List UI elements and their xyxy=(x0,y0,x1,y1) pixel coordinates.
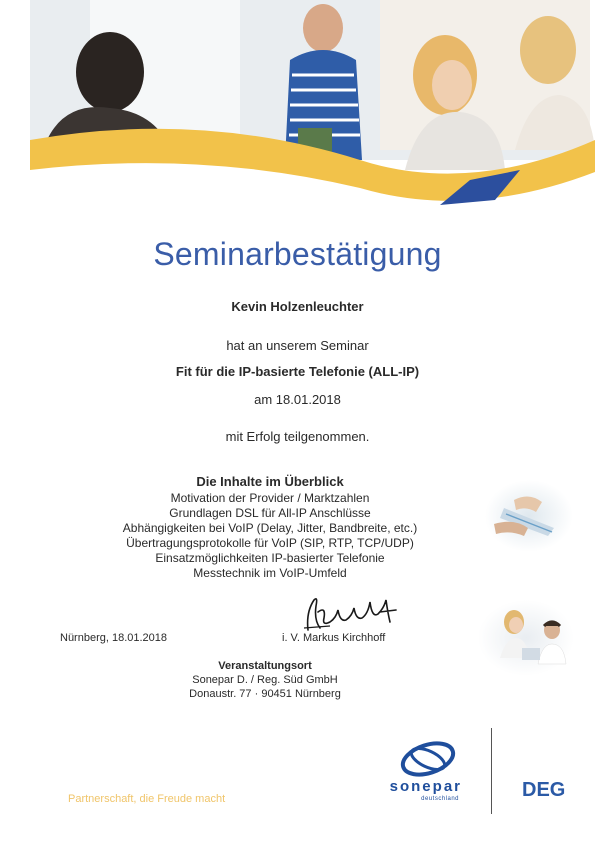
venue-heading: Veranstaltungsort xyxy=(218,660,312,672)
footer-slogan: Partnerschaft, die Freude macht xyxy=(68,793,226,805)
venue-block xyxy=(130,659,400,701)
header-photo-banner xyxy=(0,0,595,215)
contents-item: Messtechnik im VoIP-Umfeld xyxy=(193,566,347,580)
logo-divider xyxy=(491,728,492,814)
place-date: Nürnberg, 18.01.2018 xyxy=(60,632,168,644)
side-photo-people xyxy=(476,598,576,678)
venue-line1: Sonepar D. / Reg. Süd GmbH xyxy=(192,674,338,686)
venue-line2: Donaustr. 77 · 90451 Nürnberg xyxy=(189,688,341,700)
document-title: Seminarbestätigung xyxy=(153,236,442,272)
course-title: Fit für die IP-basierte Telefonie (ALL-IP) xyxy=(175,364,420,379)
contents-item: Übertragungsprotokolle für VoIP (SIP, RTP, TCP/UDP) xyxy=(126,536,414,550)
sonepar-wordmark: sonepar xyxy=(389,778,462,795)
contents-section xyxy=(40,474,500,581)
header-photo-image xyxy=(0,0,595,215)
side-photo-hands xyxy=(484,478,574,553)
participant-name: Kevin Holzenleuchter xyxy=(231,299,364,314)
sonepar-logo-icon xyxy=(398,738,458,780)
contents-item: Abhängigkeiten bei VoIP (Delay, Jitter, Bandbreite, etc.) xyxy=(122,521,418,535)
date-line: am 18.01.2018 xyxy=(254,392,341,407)
contents-item: Einsatzmöglichkeiten IP-basierter Telefonie xyxy=(155,551,385,565)
contents-heading: Die Inhalte im Überblick xyxy=(196,474,344,489)
contents-item: Grundlagen DSL für All-IP Anschlüsse xyxy=(169,506,371,520)
contents-item: Motivation der Provider / Marktzahlen xyxy=(170,491,370,505)
intro-line: hat an unserem Seminar xyxy=(226,338,369,353)
sonepar-subtitle: deutschland xyxy=(421,796,459,802)
deg-logo: DEG xyxy=(522,779,566,801)
signer-name: i. V. Markus Kirchhoff xyxy=(282,632,386,644)
result-line: mit Erfolg teilgenommen. xyxy=(225,429,370,444)
